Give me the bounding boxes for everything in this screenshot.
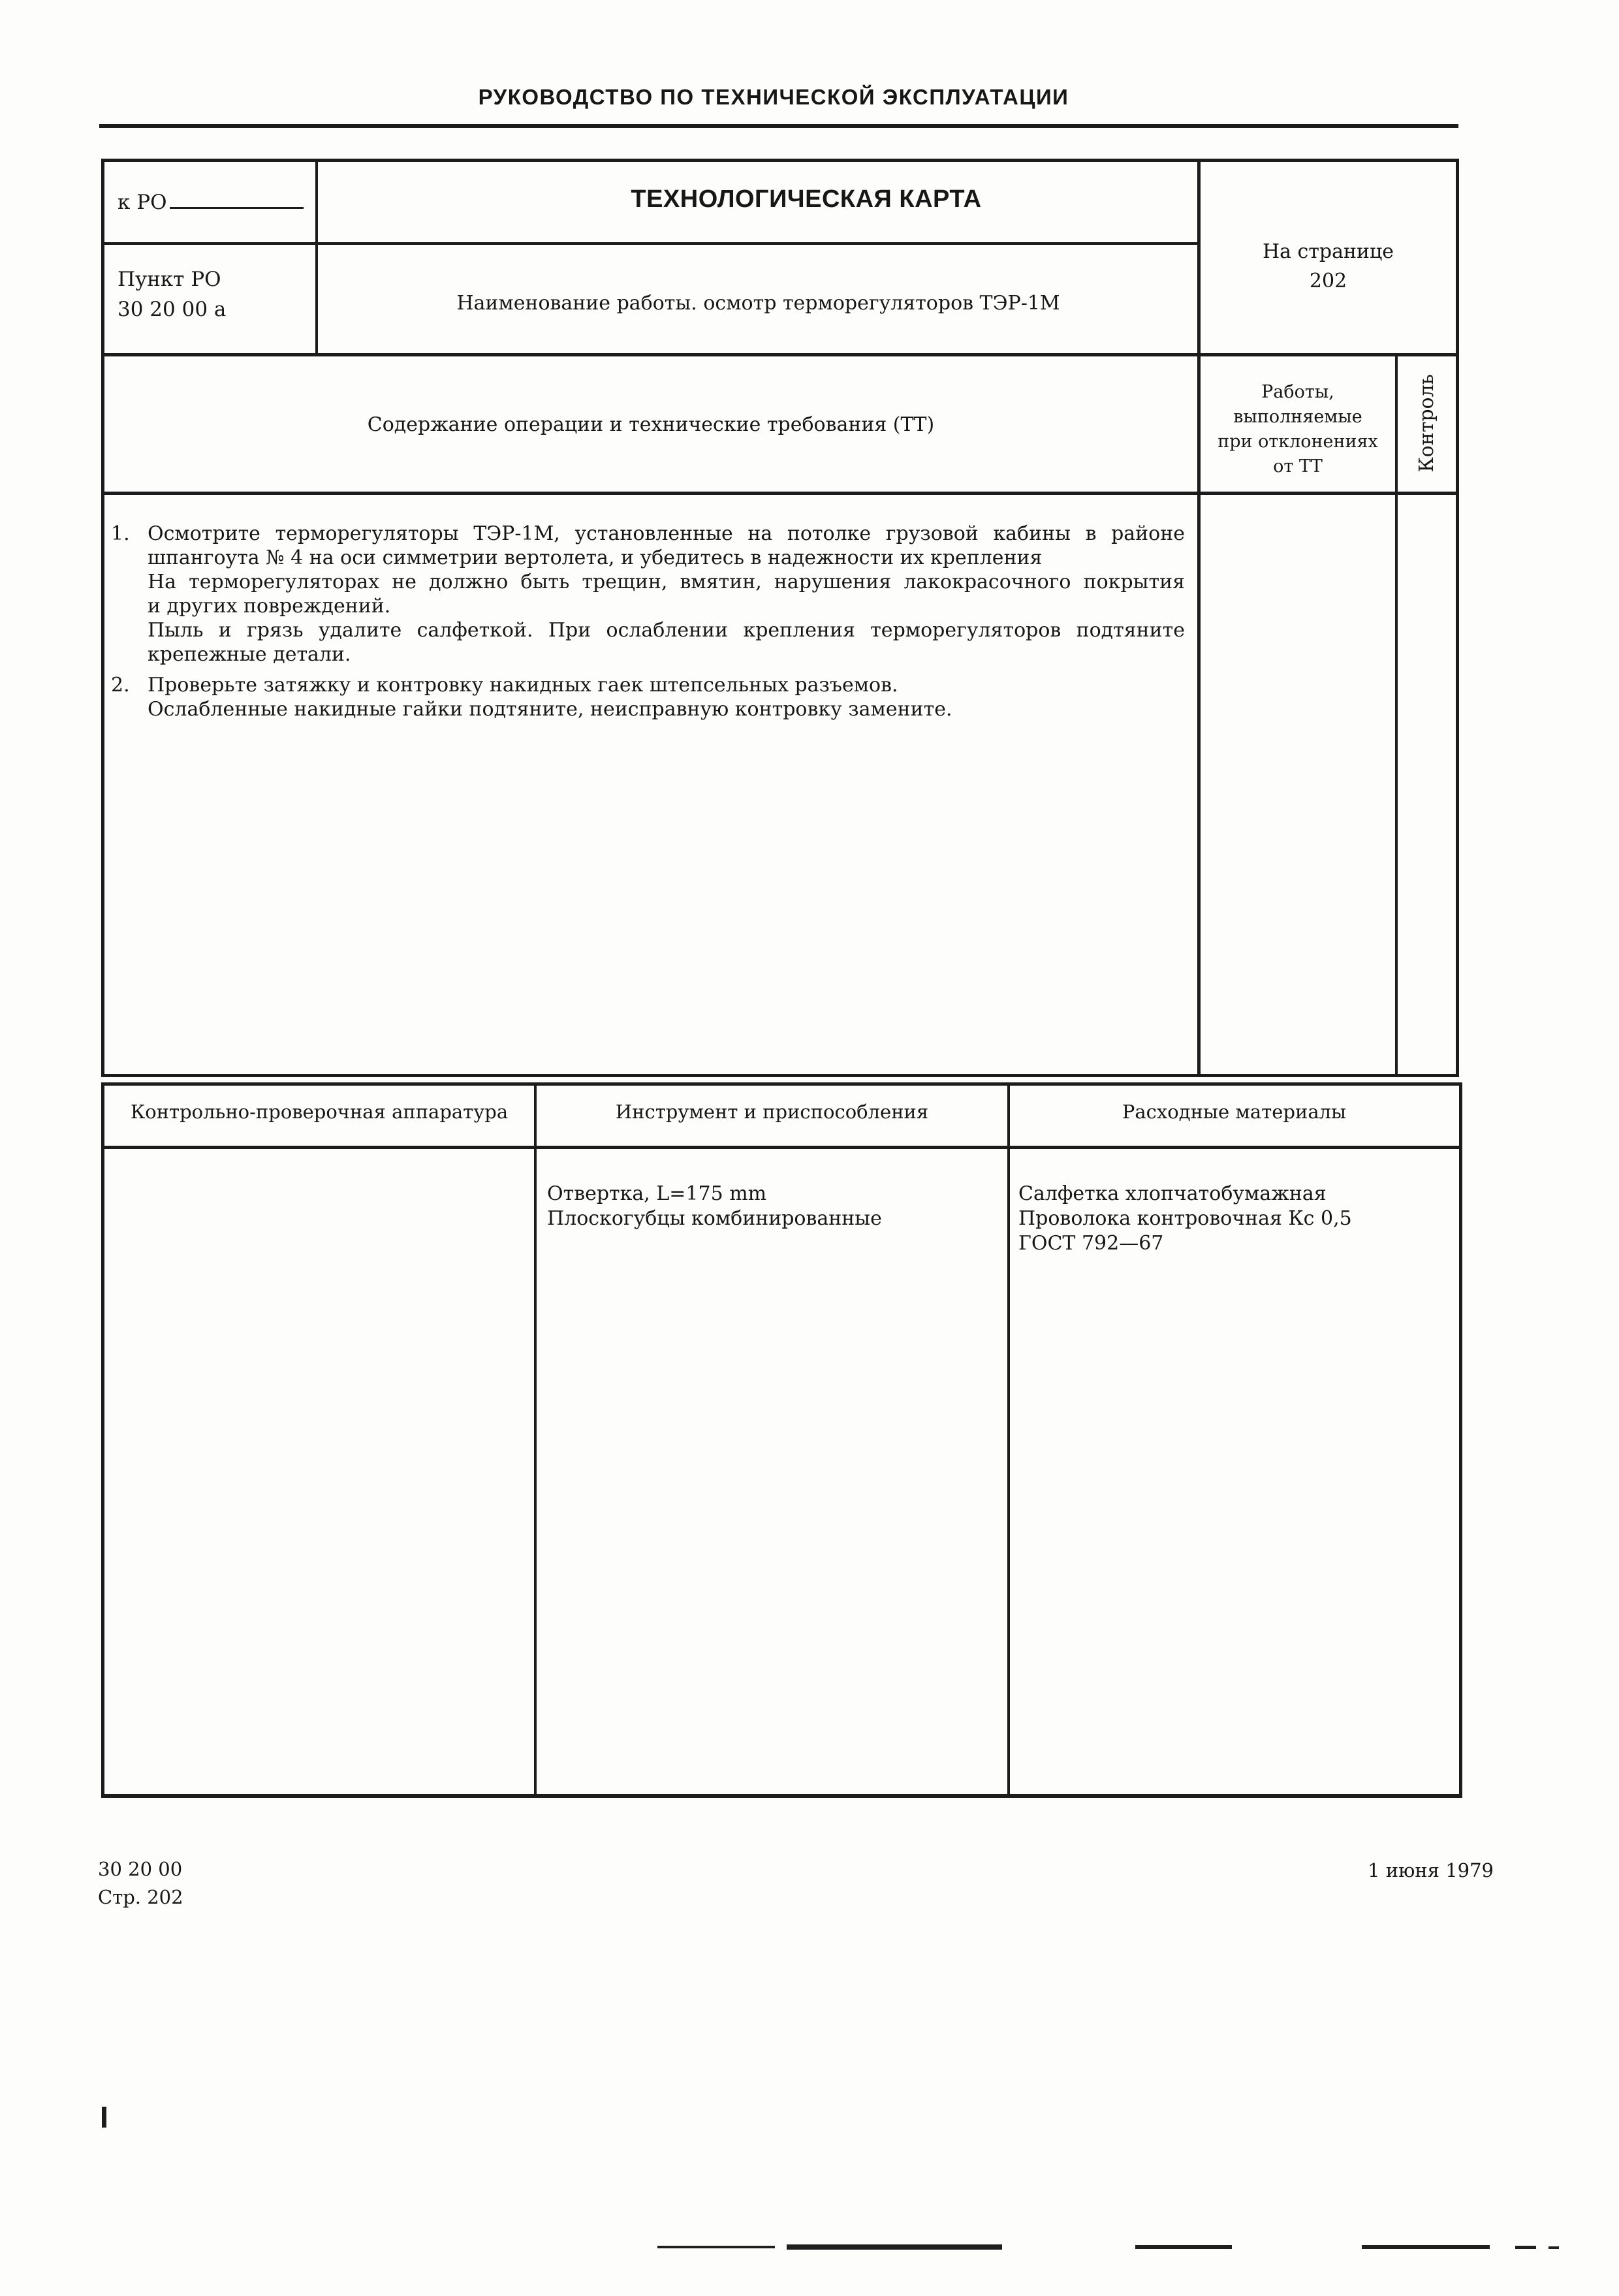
deviations-column-header (1201, 380, 1395, 479)
scan-artifact-dash (1548, 2246, 1559, 2249)
item-text: крепежные детали. (148, 643, 351, 666)
table-border (1007, 1082, 1010, 1794)
operation-line (111, 642, 1185, 667)
table-border (101, 1146, 1462, 1149)
on-page-value: 202 (1309, 270, 1347, 292)
table-border (315, 159, 318, 356)
work-name: Наименование работы. осмотр терморегуляторов ТЭР-1М (456, 292, 1060, 315)
to-ro-field (118, 187, 304, 214)
scan-artifact-dash (1515, 2246, 1536, 2249)
scan-artifact-dash (787, 2244, 1002, 2250)
material-item: ГОСТ 792—67 (1018, 1232, 1164, 1255)
item-number: 2. (111, 674, 130, 697)
deviations-header-line: от ТТ (1273, 456, 1323, 477)
punkt-ro-field (118, 264, 226, 324)
content-column-header: Содержание операции и технические требования (ТТ) (367, 413, 935, 436)
table-border (534, 1082, 537, 1794)
header-rule (99, 124, 1458, 128)
item-text: Проверьте затяжку и контровку накидных гаек штепсельных разъемов. (148, 674, 898, 697)
materials-list (1018, 1182, 1456, 1256)
table-border (101, 242, 1201, 245)
item-number: 1. (111, 522, 130, 545)
operation-line (111, 697, 1185, 721)
table-border (101, 159, 104, 1077)
tool-item: Отвертка, L=175 mm (547, 1182, 767, 1205)
tools-column-header: Инструмент и приспособления (615, 1101, 929, 1123)
operation-line (111, 522, 1185, 546)
manual-title: РУКОВОДСТВО ПО ТЕХНИЧЕСКОЙ ЭКСПЛУАТАЦИИ (478, 85, 1069, 109)
item-text: Осмотрите терморегуляторы ТЭР-1М, установленные на потолке грузовой кабины в районе (148, 522, 1185, 545)
on-page-cell (1201, 237, 1456, 296)
scan-artifact-dash (1362, 2245, 1490, 2249)
scan-artifact-dash (657, 2246, 775, 2248)
footer-doc-number: 30 20 00 (98, 1858, 183, 1880)
punkt-ro-label: Пункт РО (118, 268, 221, 291)
item-text: Пыль и грязь удалите салфеткой. При ослаблении крепления терморегуляторов подтяните (148, 619, 1185, 642)
operation-line (111, 673, 1185, 697)
control-header-text: Контроль (1415, 373, 1438, 473)
item-text: Ослабленные накидные гайки подтяните, неисправную контровку замените. (148, 698, 952, 721)
table-border (101, 159, 1459, 162)
tool-item: Плоскогубцы комбинированные (547, 1207, 882, 1230)
to-ro-blank-line (170, 187, 304, 209)
deviations-header-line: Работы, (1261, 382, 1334, 402)
operation-lines (111, 522, 1185, 721)
table-border (101, 1794, 1462, 1798)
material-item: Проволока контровочная Кс 0,5 (1018, 1207, 1352, 1230)
table-border (101, 1082, 1462, 1086)
punkt-ro-value: 30 20 00 а (118, 298, 227, 321)
table-border (1456, 159, 1459, 1077)
table-border (101, 492, 1459, 495)
footer-date: 1 июня 1979 (1368, 1859, 1494, 1881)
control-column-header (1398, 358, 1456, 488)
operation-line (111, 594, 1185, 618)
table-border (101, 353, 1459, 356)
operation-line (111, 570, 1185, 594)
item-text: и других повреждений. (148, 595, 391, 618)
table-border (101, 1074, 1459, 1077)
on-page-label: На странице (1262, 240, 1394, 263)
operation-line (111, 546, 1185, 570)
table-border (1459, 1082, 1462, 1798)
materials-column-header: Расходные материалы (1122, 1101, 1347, 1123)
deviations-header-line: выполняемые (1233, 407, 1362, 427)
to-ro-label: к РО (118, 191, 167, 214)
item-text: шпангоута № 4 на оси симметрии вертолета, и убедитесь в надежности их крепления (148, 546, 1043, 569)
margin-tick-mark (102, 2107, 106, 2128)
table-border (101, 1082, 104, 1798)
footer-left (98, 1855, 183, 1911)
apparatus-column-header: Контрольно-проверочная аппаратура (130, 1101, 509, 1123)
scan-artifact-dash (1135, 2245, 1232, 2249)
deviations-header-line: при отклонениях (1218, 432, 1378, 452)
card-title: ТЕХНОЛОГИЧЕСКАЯ КАРТА (631, 185, 982, 213)
operation-line (111, 618, 1185, 642)
footer-page-label: Стр. 202 (98, 1886, 183, 1908)
item-text: На терморегуляторах не должно быть трещин, вмятин, нарушения лакокрасочного покрытия (148, 571, 1185, 593)
tools-list (547, 1182, 998, 1231)
table-border (1197, 159, 1201, 1077)
material-item: Салфетка хлопчатобумажная (1018, 1182, 1327, 1205)
